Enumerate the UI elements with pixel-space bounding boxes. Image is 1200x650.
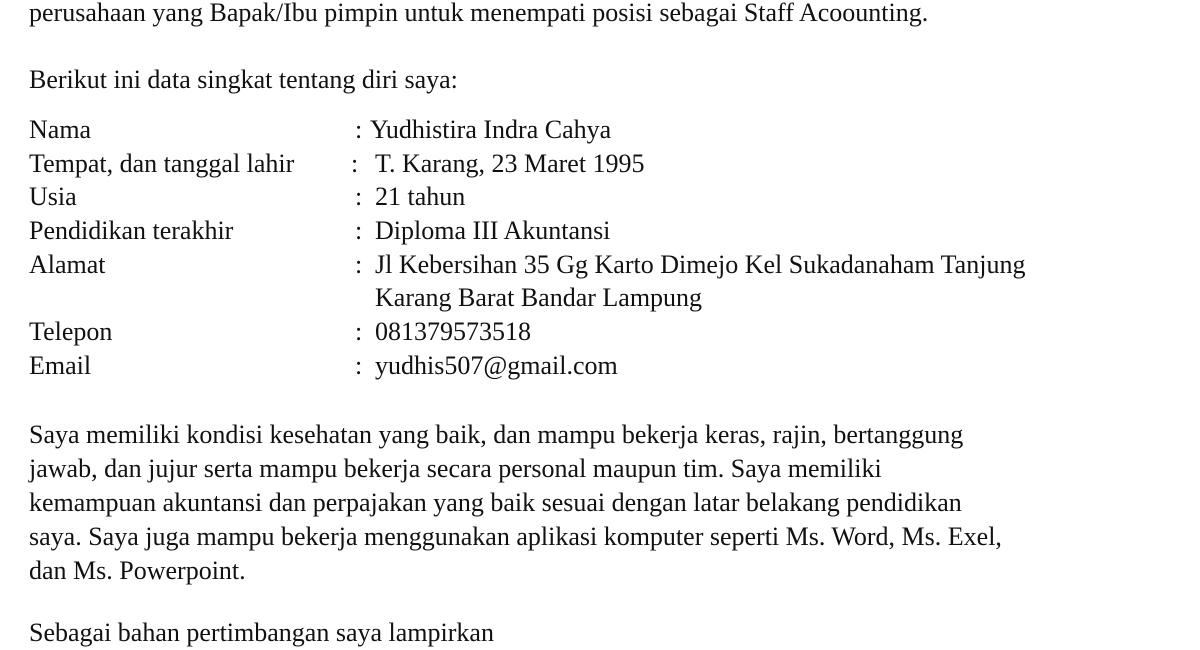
intro-line: perusahaan yang Bapak/Ibu pimpin untuk menempati posisi sebagai Staff Acoounting. — [29, 0, 929, 27]
bio-colon: : — [355, 250, 363, 279]
bio-colon: : — [355, 115, 363, 144]
bio-row-email — [29, 349, 1200, 383]
bio-label: Alamat — [29, 250, 106, 279]
bio-value-continued: Karang Barat Bandar Lampung — [375, 283, 703, 312]
bio-value: 21 tahun — [375, 182, 466, 211]
statement-line: Saya memiliki kondisi kesehatan yang baik, dan mampu bekerja keras, rajin, bertanggung — [29, 420, 964, 449]
bio-value: Diploma III Akuntansi — [375, 216, 611, 245]
bio-label: Telepon — [29, 317, 113, 346]
bio-row-usia — [29, 180, 1200, 214]
bio-row-telepon — [29, 315, 1200, 349]
bio-label: Email — [29, 351, 92, 380]
bio-row-alamat — [29, 248, 1200, 316]
bio-value: Jl Kebersihan 35 Gg Karto Dimejo Kel Sukadanaham Tanjung — [375, 250, 1026, 279]
bio-value: 081379573518 — [375, 317, 531, 346]
bio-label: Tempat, dan tanggal lahir — [29, 149, 295, 178]
statement-line: kemampuan akuntansi dan perpajakan yang baik sesuai dengan latar belakang pendidikan — [29, 488, 962, 517]
bio-label: Nama — [29, 115, 92, 144]
bio-colon: : — [355, 216, 363, 245]
bio-row-nama — [29, 113, 1200, 147]
statement-line: saya. Saya juga mampu bekerja menggunakan aplikasi komputer seperti Ms. Word, Ms. Exel, — [29, 522, 1002, 551]
bio-row-tempat-tanggal-lahir — [29, 147, 1200, 181]
bio-colon: : — [355, 182, 363, 211]
bio-label: Usia — [29, 182, 77, 211]
bio-row-pendidikan — [29, 214, 1200, 248]
bio-value: T. Karang, 23 Maret 1995 — [375, 149, 645, 178]
bio-colon: : — [355, 317, 363, 346]
bio-colon: : — [351, 149, 359, 178]
bio-value: yudhis507@gmail.com — [375, 351, 618, 380]
statement-line: jawab, dan jujur serta mampu bekerja secara personal maupun tim. Saya memiliki — [29, 454, 882, 483]
cut-off-line: Sebagai bahan pertimbangan saya lampirkan — [29, 618, 494, 647]
bio-heading: Berikut ini data singkat tentang diri saya: — [29, 65, 458, 94]
bio-value: Yudhistira Indra Cahya — [370, 115, 612, 144]
bio-colon: : — [355, 351, 363, 380]
bio-label: Pendidikan terakhir — [29, 216, 234, 245]
statement-line: dan Ms. Powerpoint. — [29, 556, 246, 585]
